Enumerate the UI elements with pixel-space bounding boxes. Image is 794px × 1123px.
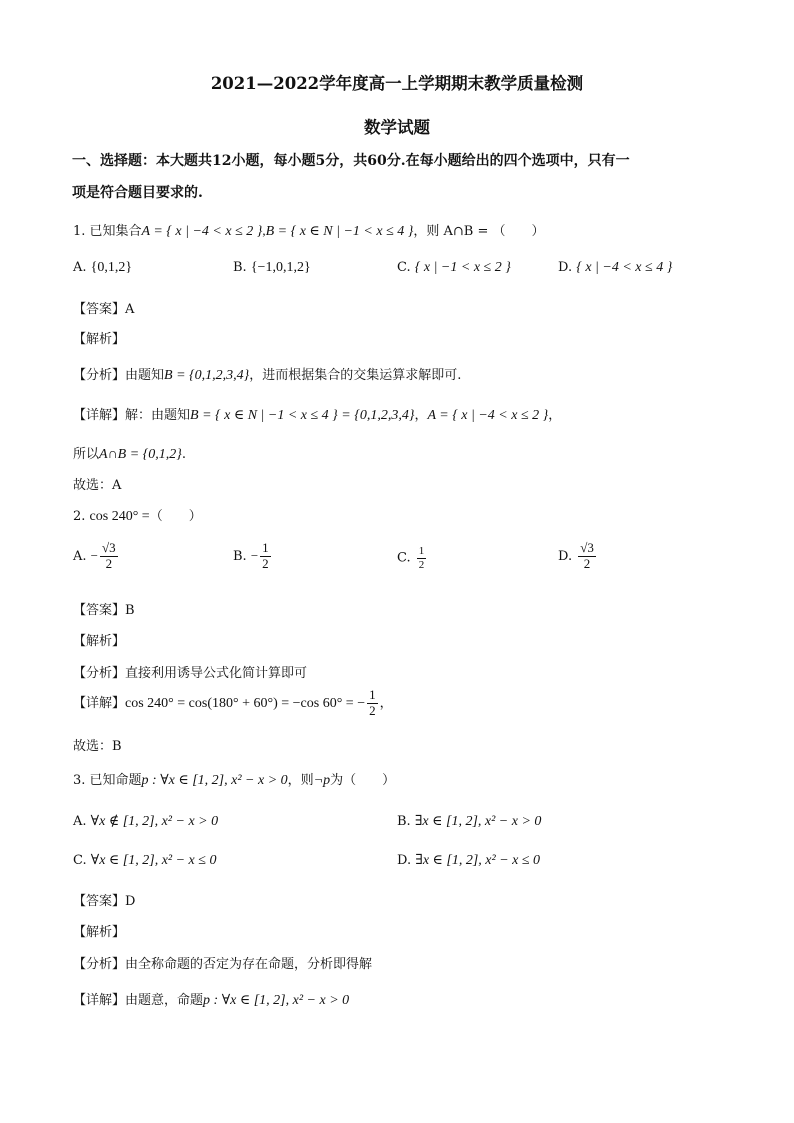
section-intro-line2: 项是符合题目要求的. <box>72 185 203 201</box>
question-1-set-a: A = { x | −4 < x ≤ 2 } <box>141 224 263 239</box>
q2-xiangjie-fraction: $\frac{1}{2}$ <box>369 687 376 718</box>
q2-option-a: A. − $\frac{√3}{2}$ <box>73 540 116 571</box>
exam-title: 2021—2022学年度高一上学期期末教学质量检测 <box>210 74 584 93</box>
q2-option-a-fraction: $\frac{√3}{2}$ <box>102 540 116 571</box>
q1-answer: 【答案】A <box>73 302 135 317</box>
q2-choose: 故选：B <box>73 739 122 754</box>
q1-option-a: A. {0,1,2} <box>73 260 133 275</box>
q1-option-d: D. { x | −4 < x ≤ 4 } <box>558 260 673 275</box>
q3-xiangjie: 【详解】由题意，命题p : ∀x ∈ [1, 2], x² − x > 0 <box>73 993 350 1008</box>
q2-xiangjie: 【详解】cos 240° = cos(180° + 60°) = −cos 60° = − $\frac{1}{2}$ ， <box>73 687 393 718</box>
q3-option-d: D. ∃x ∈ [1, 2], x² − x ≤ 0 <box>397 853 541 868</box>
question-1-stem: 1. 已知集合A = { x | −4 < x ≤ 2 },B = { x ∈ N | −1 < x ≤ 4 }，则 A∩B = （ ） <box>73 223 545 239</box>
q1-suoyi: 所以A∩B = {0,1,2}. <box>73 447 187 462</box>
q3-fenxi: 【分析】由全称命题的否定为存在命题，分析即得解 <box>73 957 373 972</box>
q3-analysis-tag: 【解析】 <box>73 925 126 940</box>
section-intro-line1: 一、选择题：本大题共12小题，每小题5分，共60分.在每小题给出的四个选项中，只有一 <box>72 153 630 169</box>
q1-xiangjie: 【详解】解：由题知B = { x ∈ N | −1 < x ≤ 4 } = {0,1,2,3,4}，A = { x | −4 < x ≤ 2 }， <box>73 408 562 423</box>
q2-fenxi: 【分析】直接利用诱导公式化简计算即可 <box>73 666 308 681</box>
q2-option-b: B. − $\frac{1}{2}$ <box>233 540 269 571</box>
q1-analysis-tag: 【解析】 <box>73 332 126 347</box>
question-1-ask: ，则 A∩B = （ ） <box>413 224 545 239</box>
q3-option-a: A. ∀x ∉ [1, 2], x² − x > 0 <box>73 814 219 829</box>
q1-choose: 故选：A <box>73 478 122 493</box>
q2-option-d-fraction: $\frac{√3}{2}$ <box>580 540 594 571</box>
q1-option-c: C. { x | −1 < x ≤ 2 } <box>397 260 511 275</box>
question-2-stem: 2. cos 240° =（ ） <box>73 509 202 524</box>
question-3-stem: 3. 已知命题p : ∀x ∈ [1, 2], x² − x > 0，则¬p为（ ） <box>73 773 396 788</box>
q2-answer: 【答案】B <box>73 603 135 618</box>
q2-option-b-fraction: $\frac{1}{2}$ <box>262 540 269 571</box>
q2-option-c: C. $\frac{1}{2}$ <box>397 545 425 571</box>
question-1-lead: 1. 已知集合 <box>73 224 142 239</box>
q2-option-c-fraction: $\frac{1}{2}$ <box>418 545 425 571</box>
q2-analysis-tag: 【解析】 <box>73 634 126 649</box>
q1-fenxi: 【分析】由题知B = {0,1,2,3,4}，进而根据集合的交集运算求解即可. <box>73 368 462 383</box>
q2-option-d: D. $\frac{√3}{2}$ <box>558 540 594 571</box>
exam-subtitle: 数学试题 <box>364 118 430 137</box>
question-1-set-b: B = { x ∈ N | −1 < x ≤ 4 } <box>265 224 414 239</box>
q1-option-b: B. {−1,0,1,2} <box>233 260 311 275</box>
q3-answer: 【答案】D <box>73 894 136 909</box>
q3-option-c: C. ∀x ∈ [1, 2], x² − x ≤ 0 <box>73 853 217 868</box>
q3-option-b: B. ∃x ∈ [1, 2], x² − x > 0 <box>397 814 542 829</box>
